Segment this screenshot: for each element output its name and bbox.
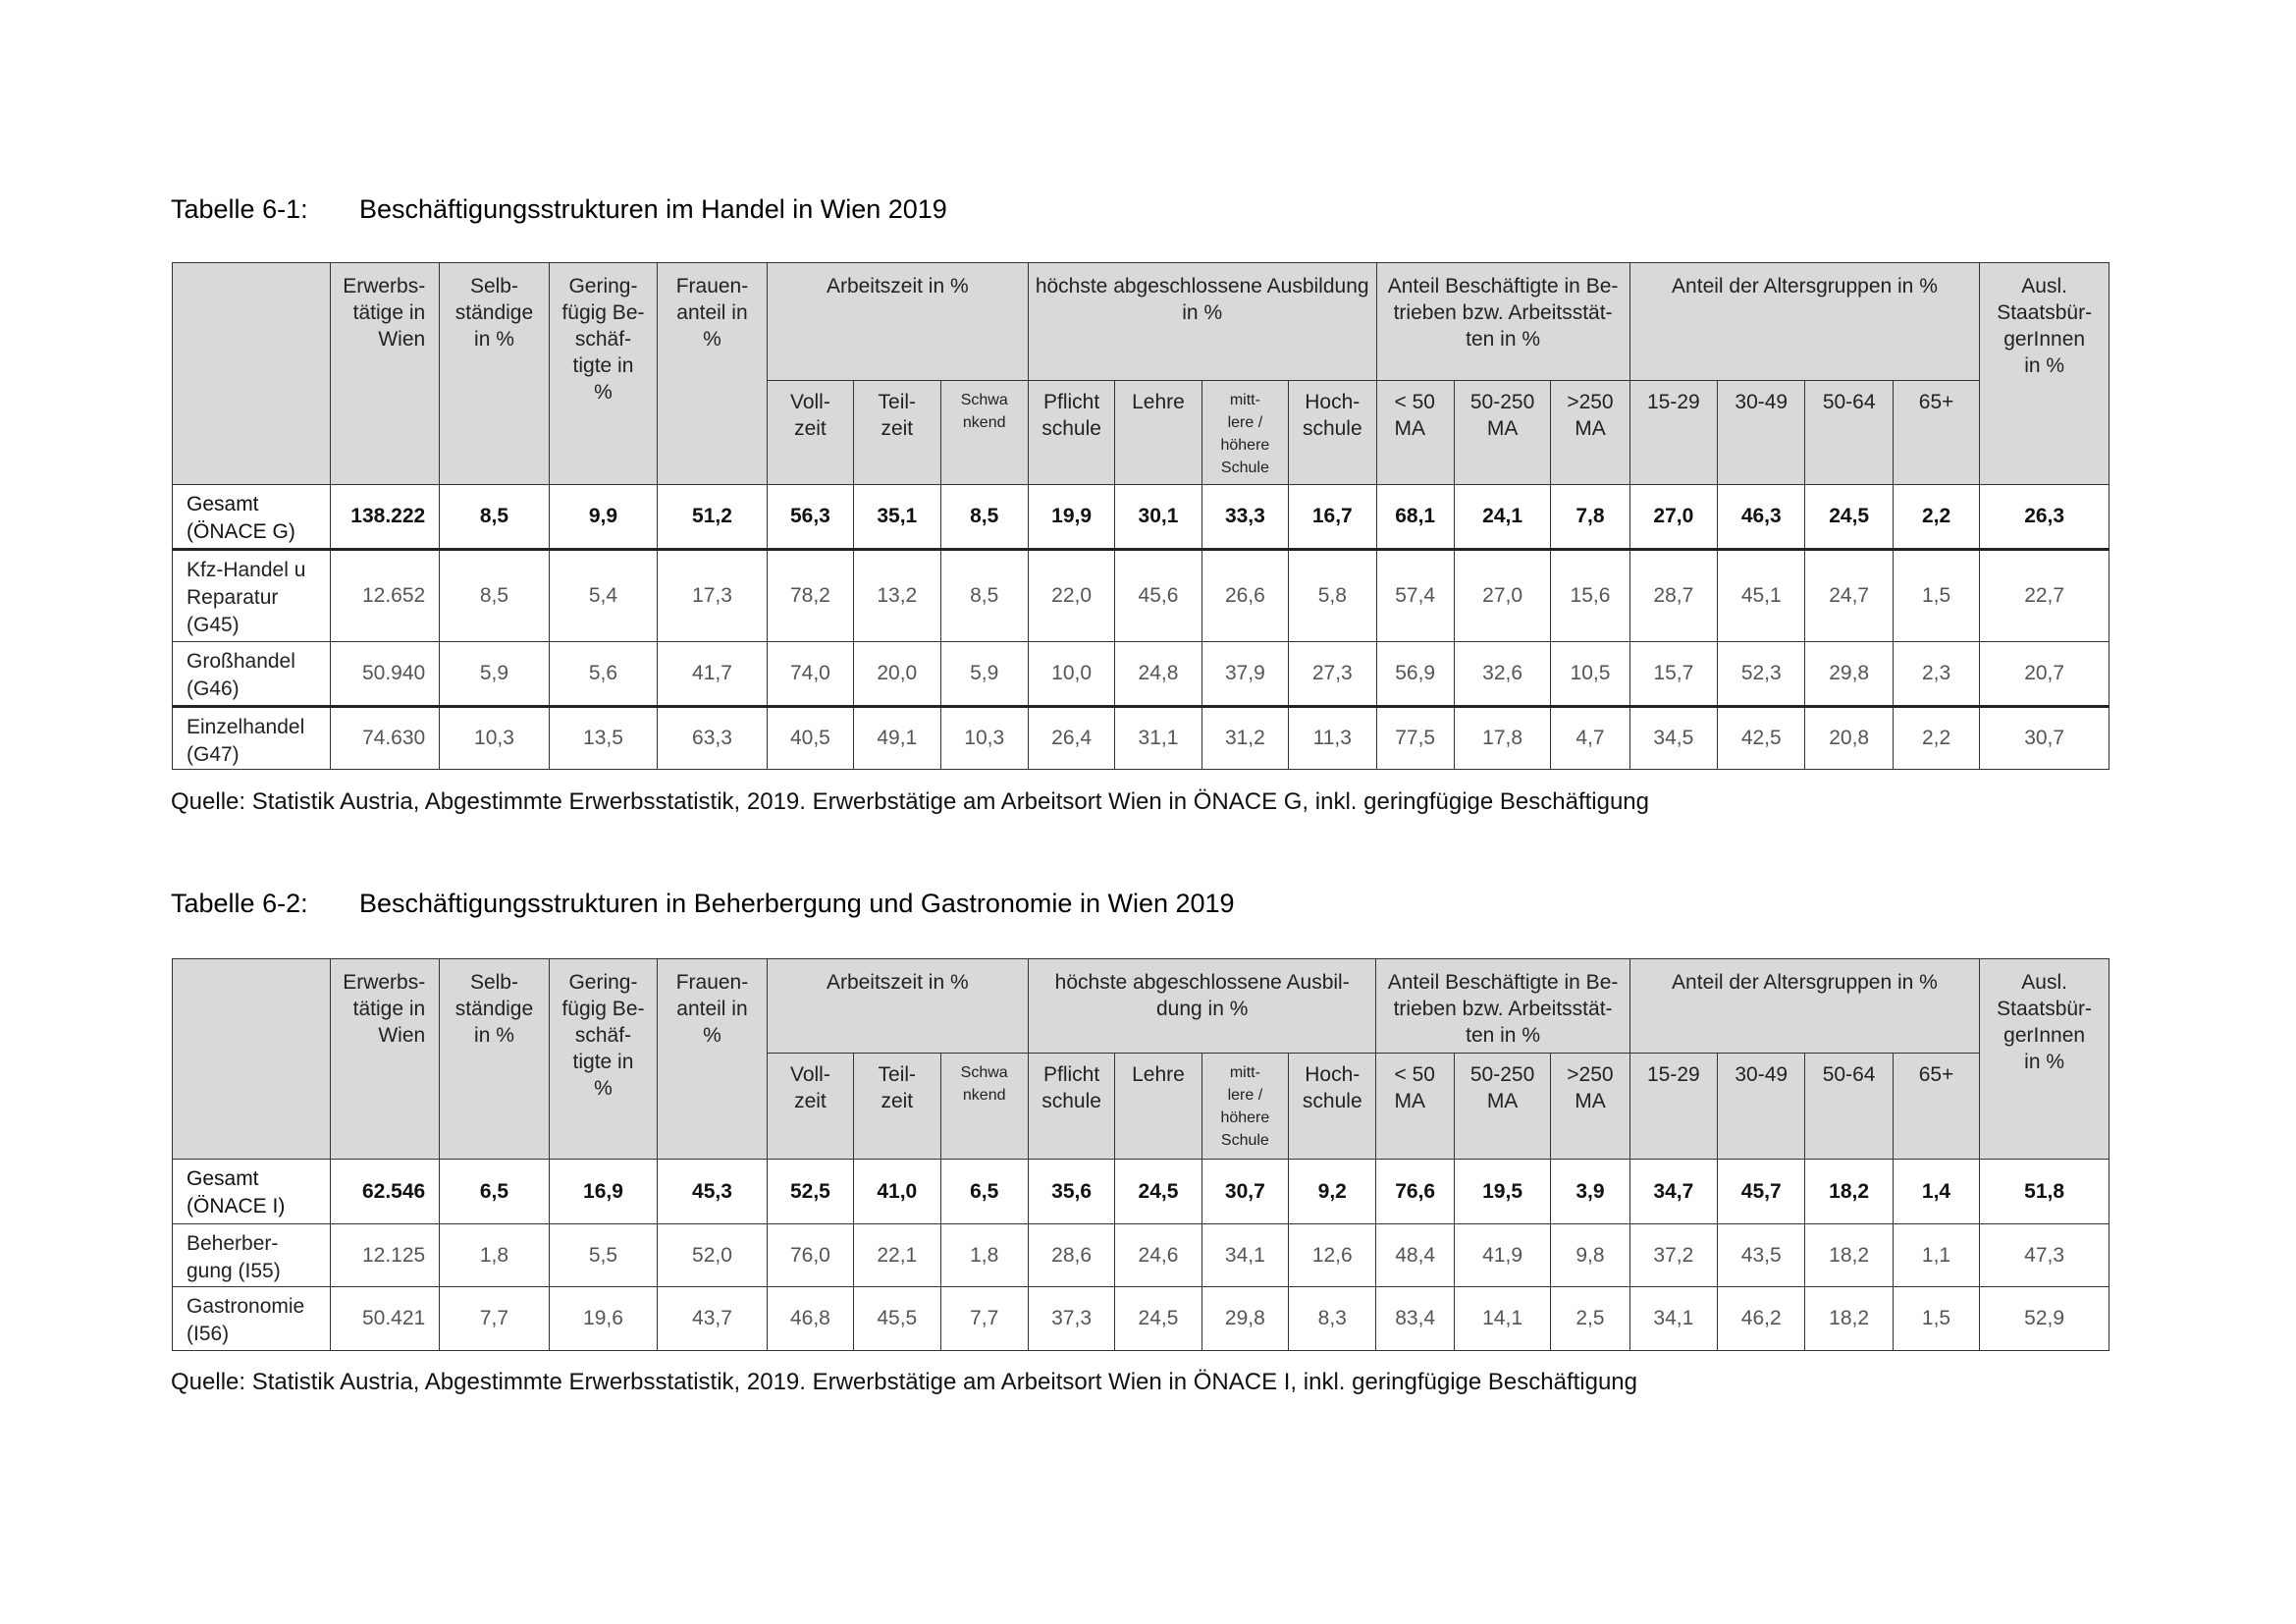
header-frauenanteil: Frauen- anteil in % [658, 263, 768, 485]
table-cell: 22,7 [1980, 550, 2109, 642]
table-cell: 19,6 [549, 1287, 658, 1351]
row-label: Großhandel (G46) [173, 642, 331, 707]
table-cell: 76,0 [767, 1224, 853, 1287]
table-cell: 16,7 [1289, 485, 1376, 550]
table-cell: 6,5 [440, 1160, 550, 1224]
table-cell: 40,5 [767, 707, 853, 770]
table-cell: 10,3 [440, 707, 550, 770]
table-cell: 19,5 [1454, 1160, 1550, 1224]
table-cell: 30,7 [1980, 707, 2109, 770]
table-row [173, 550, 2109, 642]
table-cell: 52,0 [658, 1224, 768, 1287]
subheader-schwankend: Schwa nkend [940, 381, 1028, 485]
subheader-teilzeit: Teil- zeit [854, 381, 940, 485]
table-cell: 24,5 [1115, 1287, 1201, 1351]
subheader-lt50: < 50 MA [1376, 381, 1454, 485]
table-cell: 5,5 [549, 1224, 658, 1287]
table-cell: 42,5 [1718, 707, 1805, 770]
table-cell: 13,5 [549, 707, 658, 770]
table-cell: 46,2 [1718, 1287, 1805, 1351]
table-cell: 5,6 [549, 642, 658, 707]
table-cell: 16,9 [549, 1160, 658, 1224]
row-label: Gesamt (ÖNACE G) [173, 485, 331, 550]
table-cell: 20,0 [854, 642, 940, 707]
table-row [173, 1287, 2109, 1351]
table-cell: 17,8 [1454, 707, 1550, 770]
table-cell: 1,5 [1893, 1287, 1979, 1351]
table-cell: 2,2 [1893, 485, 1979, 550]
table-2-source: Quelle: Statistik Austria, Abgestimmte Erwerbsstatistik, 2019. Erwerbstätige am Arbeitsort Wien in ÖNACE I, inkl. geringfügige Beschäftigung [171, 1369, 1637, 1395]
table-cell: 24,7 [1805, 550, 1893, 642]
table-cell: 6,5 [940, 1160, 1028, 1224]
table-cell: 46,8 [767, 1287, 853, 1351]
subheader-gt250: >250 MA [1551, 1054, 1629, 1160]
table-row [173, 1224, 2109, 1287]
table-1-caption-number: Tabelle 6-1: [171, 194, 308, 224]
subheader-mittlere: mitt- lere / höhere Schule [1201, 381, 1288, 485]
table-cell: 12,6 [1289, 1224, 1376, 1287]
table-cell: 5,8 [1289, 550, 1376, 642]
table-cell: 51,2 [658, 485, 768, 550]
table-cell: 34,5 [1629, 707, 1717, 770]
table-row [173, 707, 2109, 770]
header-betriebe: Anteil Beschäftigte in Be- trieben bzw. Arbeitsstät- ten in % [1376, 263, 1629, 381]
table-cell: 26,4 [1028, 707, 1114, 770]
subheader-30-49: 30-49 [1718, 381, 1805, 485]
table-cell: 46,3 [1718, 485, 1805, 550]
header-frauenanteil: Frauen- anteil in % [658, 959, 768, 1160]
table-cell: 32,6 [1454, 642, 1550, 707]
table-2-caption [171, 889, 1235, 919]
subheader-vollzeit: Voll- zeit [767, 1054, 853, 1160]
table-1 [172, 262, 2109, 770]
table-cell: 63,3 [658, 707, 768, 770]
table-cell: 2,3 [1893, 642, 1979, 707]
table-cell: 12.652 [330, 550, 440, 642]
table-cell: 52,5 [767, 1160, 853, 1224]
table-cell: 37,9 [1201, 642, 1288, 707]
table-cell: 74,0 [767, 642, 853, 707]
table-cell: 20,8 [1805, 707, 1893, 770]
table-cell: 19,9 [1028, 485, 1114, 550]
table-cell: 43,5 [1718, 1224, 1805, 1287]
table-cell: 22,0 [1028, 550, 1114, 642]
table-cell: 15,6 [1551, 550, 1629, 642]
table-cell: 78,2 [767, 550, 853, 642]
subheader-lehre: Lehre [1115, 381, 1201, 485]
table-cell: 22,1 [854, 1224, 940, 1287]
table-cell: 33,3 [1201, 485, 1288, 550]
table-cell: 62.546 [330, 1160, 440, 1224]
table-cell: 7,7 [440, 1287, 550, 1351]
table-cell: 1,8 [440, 1224, 550, 1287]
subheader-hochschule: Hoch- schule [1289, 1054, 1376, 1160]
header-geringfuegig: Gering- fügig Be- schäf- tigte in % [549, 959, 658, 1160]
row-label: Gastronomie (I56) [173, 1287, 331, 1351]
table-cell: 18,2 [1805, 1160, 1893, 1224]
table-cell: 5,9 [940, 642, 1028, 707]
table-cell: 74.630 [330, 707, 440, 770]
header-arbeitszeit: Arbeitszeit in % [767, 263, 1028, 381]
table-cell: 52,3 [1718, 642, 1805, 707]
table-cell: 8,5 [440, 550, 550, 642]
table-cell: 52,9 [1980, 1287, 2109, 1351]
table-cell: 24,5 [1805, 485, 1893, 550]
table-1-caption [171, 194, 947, 225]
table-cell: 29,8 [1805, 642, 1893, 707]
table-cell: 20,7 [1980, 642, 2109, 707]
table-cell: 10,5 [1551, 642, 1629, 707]
table-cell: 1,4 [1893, 1160, 1979, 1224]
header-altersgruppen: Anteil der Altersgruppen in % [1629, 263, 1980, 381]
table-cell: 76,6 [1376, 1160, 1454, 1224]
header-auslaender: Ausl. Staatsbür- gerInnen in % [1980, 263, 2109, 485]
table-cell: 10,3 [940, 707, 1028, 770]
table-cell: 8,5 [940, 485, 1028, 550]
table-cell: 27,0 [1454, 550, 1550, 642]
table-cell: 34,1 [1629, 1287, 1717, 1351]
table-cell: 27,0 [1629, 485, 1717, 550]
table-cell: 2,5 [1551, 1287, 1629, 1351]
table-cell: 48,4 [1376, 1224, 1454, 1287]
subheader-65plus: 65+ [1893, 1054, 1979, 1160]
table-cell: 27,3 [1289, 642, 1376, 707]
table-1-source: Quelle: Statistik Austria, Abgestimmte Erwerbsstatistik, 2019. Erwerbstätige am Arbeitsort Wien in ÖNACE G, inkl. geringfügige Beschäftigung [171, 788, 1649, 815]
header-empty [173, 959, 331, 1160]
table-cell: 50.940 [330, 642, 440, 707]
table-cell: 50.421 [330, 1287, 440, 1351]
table-cell: 24,1 [1454, 485, 1550, 550]
subheader-15-29: 15-29 [1629, 1054, 1717, 1160]
table-cell: 31,2 [1201, 707, 1288, 770]
table-cell: 28,6 [1028, 1224, 1114, 1287]
table-cell: 28,7 [1629, 550, 1717, 642]
table-cell: 1,8 [940, 1224, 1028, 1287]
subheader-schwankend: Schwa nkend [940, 1054, 1028, 1160]
table-cell: 51,8 [1980, 1160, 2109, 1224]
table-cell: 24,5 [1115, 1160, 1201, 1224]
header-selbstaendige: Selb- ständige in % [440, 263, 550, 485]
table-1-caption-title: Beschäftigungsstrukturen im Handel in Wien 2019 [359, 194, 947, 224]
table-cell: 56,9 [1376, 642, 1454, 707]
table-cell: 47,3 [1980, 1224, 2109, 1287]
header-erwerbstaetige: Erwerbs- tätige in Wien [330, 263, 440, 485]
subheader-15-29: 15-29 [1629, 381, 1717, 485]
subheader-65plus: 65+ [1893, 381, 1979, 485]
table-cell: 13,2 [854, 550, 940, 642]
subheader-lehre: Lehre [1115, 1054, 1201, 1160]
table-cell: 9,2 [1289, 1160, 1376, 1224]
table-cell: 41,7 [658, 642, 768, 707]
table-cell: 77,5 [1376, 707, 1454, 770]
table-cell: 45,5 [854, 1287, 940, 1351]
table-cell: 8,3 [1289, 1287, 1376, 1351]
header-ausbildung: höchste abgeschlossene Ausbil- dung in % [1028, 959, 1376, 1054]
header-auslaender: Ausl. Staatsbür- gerInnen in % [1980, 959, 2109, 1160]
table-cell: 5,9 [440, 642, 550, 707]
row-label: Gesamt (ÖNACE I) [173, 1160, 331, 1224]
table-cell: 7,7 [940, 1287, 1028, 1351]
subheader-teilzeit: Teil- zeit [854, 1054, 940, 1160]
subheader-pflichtschule: Pflicht schule [1028, 381, 1114, 485]
table-cell: 45,6 [1115, 550, 1201, 642]
header-altersgruppen: Anteil der Altersgruppen in % [1629, 959, 1980, 1054]
table-cell: 24,8 [1115, 642, 1201, 707]
table-cell: 14,1 [1454, 1287, 1550, 1351]
table-cell: 37,3 [1028, 1287, 1114, 1351]
table-cell: 9,9 [549, 485, 658, 550]
header-betriebe: Anteil Beschäftigte in Be- trieben bzw. Arbeitsstät- ten in % [1376, 959, 1629, 1054]
header-ausbildung: höchste abgeschlossene Ausbildung in % [1028, 263, 1376, 381]
table-row [173, 1160, 2109, 1224]
table-2-caption-title: Beschäftigungsstrukturen in Beherbergung und Gastronomie in Wien 2019 [359, 889, 1235, 918]
subheader-50-64: 50-64 [1805, 381, 1893, 485]
table-cell: 18,2 [1805, 1287, 1893, 1351]
table-cell: 45,7 [1718, 1160, 1805, 1224]
table-cell: 30,7 [1201, 1160, 1288, 1224]
table-cell: 18,2 [1805, 1224, 1893, 1287]
table-cell: 2,2 [1893, 707, 1979, 770]
table-cell: 3,9 [1551, 1160, 1629, 1224]
table-cell: 8,5 [940, 550, 1028, 642]
table-cell: 8,5 [440, 485, 550, 550]
table-cell: 5,4 [549, 550, 658, 642]
table-cell: 41,9 [1454, 1224, 1550, 1287]
table-cell: 17,3 [658, 550, 768, 642]
table-cell: 35,1 [854, 485, 940, 550]
table-cell: 49,1 [854, 707, 940, 770]
table-cell: 34,7 [1629, 1160, 1717, 1224]
subheader-lt50: < 50 MA [1376, 1054, 1454, 1160]
table-cell: 56,3 [767, 485, 853, 550]
subheader-30-49: 30-49 [1718, 1054, 1805, 1160]
table-cell: 9,8 [1551, 1224, 1629, 1287]
table-cell: 1,1 [1893, 1224, 1979, 1287]
subheader-50-64: 50-64 [1805, 1054, 1893, 1160]
table-cell: 45,3 [658, 1160, 768, 1224]
row-label: Beherber- gung (I55) [173, 1224, 331, 1287]
table-2-caption-number: Tabelle 6-2: [171, 889, 308, 918]
table-cell: 1,5 [1893, 550, 1979, 642]
header-arbeitszeit: Arbeitszeit in % [767, 959, 1028, 1054]
table-cell: 24,6 [1115, 1224, 1201, 1287]
table-cell: 68,1 [1376, 485, 1454, 550]
table-cell: 30,1 [1115, 485, 1201, 550]
table-cell: 15,7 [1629, 642, 1717, 707]
table-cell: 43,7 [658, 1287, 768, 1351]
table-cell: 26,6 [1201, 550, 1288, 642]
table-row [173, 642, 2109, 707]
row-label: Einzelhandel (G47) [173, 707, 331, 770]
subheader-50-250: 50-250 MA [1454, 1054, 1550, 1160]
table-cell: 83,4 [1376, 1287, 1454, 1351]
subheader-vollzeit: Voll- zeit [767, 381, 853, 485]
table-cell: 34,1 [1201, 1224, 1288, 1287]
header-geringfuegig: Gering- fügig Be- schäf- tigte in % [549, 263, 658, 485]
table-cell: 12.125 [330, 1224, 440, 1287]
table-cell: 11,3 [1289, 707, 1376, 770]
header-empty [173, 263, 331, 485]
header-selbstaendige: Selb- ständige in % [440, 959, 550, 1160]
header-erwerbstaetige: Erwerbs- tätige in Wien [330, 959, 440, 1160]
table-cell: 4,7 [1551, 707, 1629, 770]
subheader-50-250: 50-250 MA [1454, 381, 1550, 485]
subheader-gt250: >250 MA [1551, 381, 1629, 485]
table-cell: 35,6 [1028, 1160, 1114, 1224]
table-row [173, 485, 2109, 550]
table-cell: 41,0 [854, 1160, 940, 1224]
table-cell: 45,1 [1718, 550, 1805, 642]
table-cell: 7,8 [1551, 485, 1629, 550]
subheader-mittlere: mitt- lere / höhere Schule [1201, 1054, 1288, 1160]
table-cell: 26,3 [1980, 485, 2109, 550]
table-cell: 31,1 [1115, 707, 1201, 770]
table-cell: 10,0 [1028, 642, 1114, 707]
table-2 [172, 958, 2109, 1351]
table-cell: 37,2 [1629, 1224, 1717, 1287]
table-cell: 29,8 [1201, 1287, 1288, 1351]
row-label: Kfz-Handel u Reparatur (G45) [173, 550, 331, 642]
table-cell: 138.222 [330, 485, 440, 550]
subheader-pflichtschule: Pflicht schule [1028, 1054, 1114, 1160]
table-cell: 57,4 [1376, 550, 1454, 642]
subheader-hochschule: Hoch- schule [1289, 381, 1376, 485]
